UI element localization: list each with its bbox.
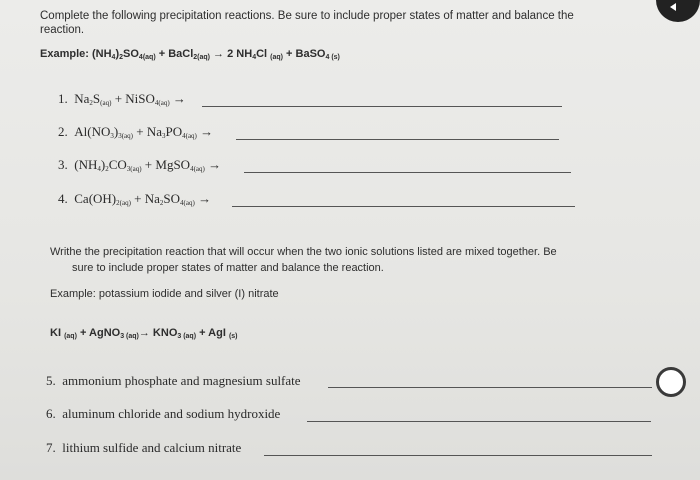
answer-line-3[interactable] xyxy=(244,172,571,173)
answer-line-6[interactable] xyxy=(307,421,651,422)
back-button[interactable] xyxy=(656,0,700,22)
problem-1: 1. $Na_2S_{(aq)}$ + NiSO$_{4(aq)}$ → xyxy=(58,91,186,107)
back-arrow-icon xyxy=(670,3,676,11)
problem-7: 7. lithium sulfide and calcium nitrate xyxy=(46,440,242,455)
problem-4: 4. $Ca(OH)_{2(aq)} + Na_2SO_{4(aq)}$ → xyxy=(58,191,212,207)
problem-5: 5. ammonium phosphate and magnesium sulfate xyxy=(46,373,301,388)
section-2-line-2: sure to include proper states of matter and balance the reaction. xyxy=(72,262,384,274)
answer-line-4[interactable] xyxy=(232,206,575,207)
example-1-label: Example: xyxy=(40,48,92,60)
example-1: Example: $(NH_4)_2SO_{4(aq)}$ + BaCl$_{2(aq)}$ → 2 $NH_4Cl$ $_{(aq)}$ + BaSO$_{4 (s)}$ xyxy=(40,48,340,61)
answer-line-7[interactable] xyxy=(264,455,652,456)
answer-line-2[interactable] xyxy=(236,139,559,140)
example-2-label: Example: potassium iodide and silver (I) nitrate xyxy=(50,288,279,300)
answer-line-5[interactable] xyxy=(328,387,652,388)
section-2-line-1: Writhe the precipitation reaction that will occur when the two ionic solutions listed are mixed together. Be xyxy=(50,246,557,258)
answer-line-1[interactable] xyxy=(202,106,562,107)
problem-6: 6. aluminum chloride and sodium hydroxide xyxy=(46,406,281,421)
instructions-line-2: reaction. xyxy=(40,24,85,36)
record-button[interactable] xyxy=(656,367,686,397)
problem-2: 2. $Al(NO_3)_{3(aq)} + Na_3PO_{4(aq)}$ → xyxy=(58,124,214,140)
instructions-line-1: Complete the following precipitation reactions. Be sure to include proper states of matter and balance the xyxy=(40,10,574,22)
problem-3: 3. $(NH_4)_2CO_{3(aq)}$ + MgSO$_{4(aq)}$ → xyxy=(58,157,222,173)
example-2-equation: KI $_{(aq)}$ + AgNO$_{3 (aq)}$→ $KNO_{3 (aq)}$ + AgI $_{(s)}$ xyxy=(50,327,238,340)
